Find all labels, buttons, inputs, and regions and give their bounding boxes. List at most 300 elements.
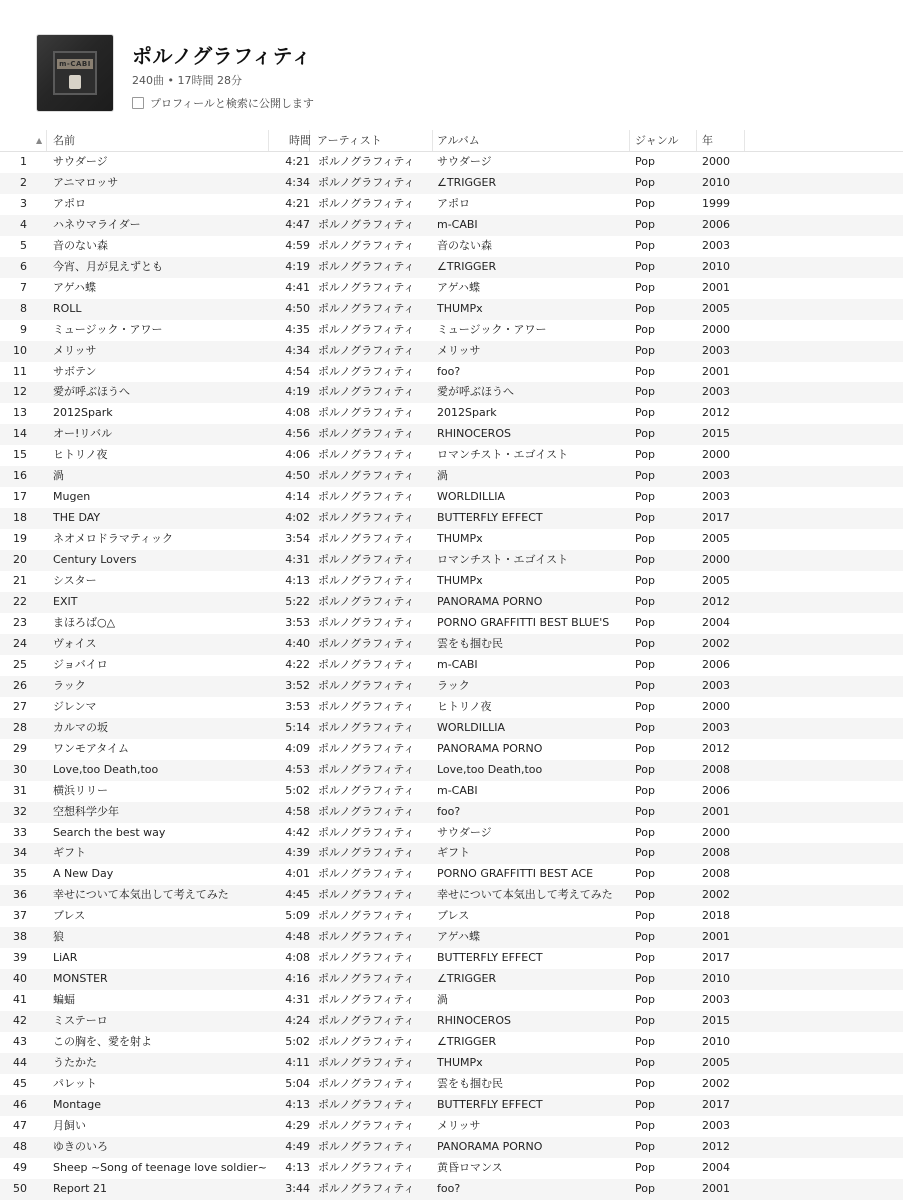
track-row[interactable]	[0, 655, 903, 676]
track-row[interactable]	[0, 320, 903, 341]
track-album: RHINOCEROS	[437, 427, 511, 441]
column-header-number[interactable]	[0, 130, 47, 151]
track-row[interactable]	[0, 969, 903, 990]
track-artist: ポルノグラフィティ	[318, 1076, 415, 1090]
track-album: 雲をも掴む民	[437, 636, 503, 650]
track-year: 2003	[702, 678, 730, 692]
track-time: 3:54	[285, 532, 310, 546]
track-artist: ポルノグラフィティ	[318, 1035, 415, 1049]
track-album: THUMPx	[437, 301, 483, 315]
track-year: 2003	[702, 993, 730, 1007]
track-name: アゲハ蝶	[53, 280, 97, 294]
track-genre: Pop	[635, 930, 655, 944]
column-header-time[interactable]: 時間	[269, 130, 310, 151]
track-album: アポロ	[437, 196, 470, 210]
track-row[interactable]	[0, 781, 903, 802]
track-name: この胸を、愛を射よ	[53, 1035, 152, 1049]
track-number: 16	[13, 469, 27, 483]
track-number: 29	[13, 741, 27, 755]
playlist-title: ポルノグラフィティ	[132, 44, 312, 68]
track-name: ギフト	[53, 846, 86, 860]
track-row[interactable]	[0, 466, 903, 487]
track-row[interactable]	[0, 382, 903, 403]
track-number: 34	[13, 846, 27, 860]
track-row[interactable]	[0, 278, 903, 299]
track-row[interactable]	[0, 823, 903, 844]
track-time: 3:44	[285, 1181, 310, 1195]
track-genre: Pop	[635, 196, 655, 210]
track-genre: Pop	[635, 1055, 655, 1069]
track-row[interactable]	[0, 173, 903, 194]
track-number: 47	[13, 1118, 27, 1132]
track-album: アゲハ蝶	[437, 930, 481, 944]
track-artist: ポルノグラフィティ	[318, 636, 415, 650]
track-name: ミュージック・アワー	[53, 322, 163, 336]
track-album: ∠TRIGGER	[437, 259, 497, 273]
track-album: サウダージ	[437, 155, 492, 168]
track-artist: ポルノグラフィティ	[318, 574, 415, 588]
track-genre: Pop	[635, 1035, 655, 1049]
track-artist: ポルノグラフィティ	[318, 888, 415, 902]
track-row[interactable]	[0, 592, 903, 613]
public-label: プロフィールと検索に公開します	[150, 96, 314, 110]
track-row[interactable]	[0, 843, 903, 864]
track-name: 幸せについて本気出して考えてみた	[53, 888, 229, 902]
track-genre: Pop	[635, 972, 655, 986]
track-time: 3:53	[285, 615, 310, 629]
track-album: WORLDILLIA	[437, 720, 506, 734]
track-artist: ポルノグラフィティ	[318, 678, 415, 692]
track-genre: Pop	[635, 364, 655, 378]
track-artist: ポルノグラフィティ	[318, 762, 415, 776]
track-number: 26	[13, 678, 27, 692]
artwork-label: m-CABI	[57, 59, 93, 69]
track-time: 4:45	[285, 888, 310, 902]
track-album: サウダージ	[437, 825, 492, 839]
track-time: 4:50	[285, 469, 310, 483]
track-year: 2006	[702, 217, 730, 231]
track-album: ロマンチスト・エゴイスト	[437, 448, 569, 462]
track-album: Love,too Death,too	[437, 762, 543, 776]
track-name: Love,too Death,too	[53, 762, 159, 776]
track-row[interactable]	[0, 885, 903, 906]
track-name: 月飼い	[53, 1118, 86, 1132]
track-row[interactable]	[0, 194, 903, 215]
track-name: うたかた	[53, 1055, 97, 1069]
track-artist: ポルノグラフィティ	[318, 343, 415, 357]
track-genre: Pop	[635, 636, 655, 650]
track-row[interactable]	[0, 927, 903, 948]
track-album: ∠TRIGGER	[437, 972, 497, 986]
track-time: 4:50	[285, 301, 310, 315]
track-genre: Pop	[635, 699, 655, 713]
track-year: 1999	[702, 196, 730, 210]
track-album: PORNO GRAFFITTI BEST ACE	[437, 867, 594, 881]
track-number: 48	[13, 1139, 27, 1153]
track-year: 2003	[702, 343, 730, 357]
track-time: 4:01	[285, 867, 310, 881]
track-number: 22	[13, 595, 27, 609]
track-year: 2003	[702, 490, 730, 504]
track-album: RHINOCEROS	[437, 1014, 511, 1028]
track-genre: Pop	[635, 301, 655, 315]
track-time: 4:16	[285, 972, 310, 986]
track-number: 35	[13, 867, 27, 881]
track-name: 音のない森	[53, 238, 108, 252]
track-album: ミュージック・アワー	[437, 322, 547, 336]
track-time: 4:54	[285, 364, 310, 378]
track-number: 1	[20, 155, 27, 168]
track-genre: Pop	[635, 511, 655, 525]
track-number: 36	[13, 888, 27, 902]
track-artist: ポルノグラフィティ	[318, 155, 415, 168]
track-genre: Pop	[635, 385, 655, 399]
track-row[interactable]	[0, 257, 903, 278]
track-year: 2006	[702, 657, 730, 671]
track-time: 4:22	[285, 657, 310, 671]
track-row[interactable]	[0, 864, 903, 885]
track-artist: ポルノグラフィティ	[318, 469, 415, 483]
track-genre: Pop	[635, 175, 655, 189]
track-row[interactable]	[0, 676, 903, 697]
track-number: 14	[13, 427, 27, 441]
track-artist: ポルノグラフィティ	[318, 511, 415, 525]
track-genre: Pop	[635, 825, 655, 839]
track-year: 2000	[702, 448, 730, 462]
track-genre: Pop	[635, 217, 655, 231]
track-genre: Pop	[635, 490, 655, 504]
track-row[interactable]	[0, 403, 903, 424]
track-genre: Pop	[635, 427, 655, 441]
track-year: 2003	[702, 469, 730, 483]
track-name: 蝙蝠	[53, 993, 75, 1007]
track-time: 4:21	[285, 155, 310, 168]
track-genre: Pop	[635, 322, 655, 336]
track-name: Search the best way	[53, 825, 166, 839]
track-time: 4:58	[285, 804, 310, 818]
track-album: 黄昏ロマンス	[437, 1160, 503, 1174]
track-artist: ポルノグラフィティ	[318, 615, 415, 629]
column-header-genre[interactable]: ジャンル	[630, 130, 697, 151]
track-time: 4:29	[285, 1118, 310, 1132]
track-artist: ポルノグラフィティ	[318, 1139, 415, 1153]
track-row[interactable]	[0, 341, 903, 362]
track-genre: Pop	[635, 615, 655, 629]
track-row[interactable]	[0, 1095, 903, 1116]
track-album: アゲハ蝶	[437, 280, 481, 294]
track-row[interactable]	[0, 1179, 903, 1200]
track-row[interactable]	[0, 697, 903, 718]
track-album: m-CABI	[437, 217, 478, 231]
track-row[interactable]	[0, 299, 903, 320]
track-number: 38	[13, 930, 27, 944]
column-header-name[interactable]: 名前	[46, 130, 269, 151]
track-year: 2010	[702, 1035, 730, 1049]
track-name: EXIT	[53, 595, 78, 609]
track-genre: Pop	[635, 951, 655, 965]
track-year: 2012	[702, 1139, 730, 1153]
track-album: THUMPx	[437, 574, 483, 588]
track-year: 2003	[702, 385, 730, 399]
track-artist: ポルノグラフィティ	[318, 993, 415, 1007]
track-album: ロマンチスト・エゴイスト	[437, 553, 569, 567]
track-genre: Pop	[635, 657, 655, 671]
playlist-artwork[interactable]	[37, 35, 113, 111]
track-time: 4:06	[285, 448, 310, 462]
track-year: 2012	[702, 595, 730, 609]
track-genre: Pop	[635, 574, 655, 588]
track-name: Montage	[53, 1097, 101, 1111]
track-year: 2000	[702, 699, 730, 713]
track-row[interactable]	[0, 739, 903, 760]
track-year: 2015	[702, 427, 730, 441]
track-genre: Pop	[635, 1139, 655, 1153]
track-year: 2002	[702, 888, 730, 902]
track-artist: ポルノグラフィティ	[318, 720, 415, 734]
track-genre: Pop	[635, 1076, 655, 1090]
track-row[interactable]	[0, 445, 903, 466]
track-number: 21	[13, 574, 27, 588]
track-row[interactable]	[0, 990, 903, 1011]
playlist-header	[0, 0, 903, 130]
track-name: まほろば○△	[53, 615, 116, 629]
track-artist: ポルノグラフィティ	[318, 448, 415, 462]
track-row[interactable]	[0, 634, 903, 655]
track-album: ラック	[437, 678, 470, 692]
track-name: ワンモアタイム	[53, 741, 130, 755]
sort-ascending-icon[interactable]: ▲	[36, 136, 43, 145]
track-year: 2010	[702, 259, 730, 273]
track-year: 2003	[702, 1118, 730, 1132]
track-time: 4:14	[285, 490, 310, 504]
track-number: 9	[20, 322, 27, 336]
track-genre: Pop	[635, 909, 655, 923]
track-year: 2001	[702, 930, 730, 944]
track-artist: ポルノグラフィティ	[318, 595, 415, 609]
track-year: 2002	[702, 1076, 730, 1090]
track-artist: ポルノグラフィティ	[318, 972, 415, 986]
track-name: 今宵、月が見えずとも	[53, 259, 163, 273]
track-album: 音のない森	[437, 238, 492, 252]
track-artist: ポルノグラフィティ	[318, 175, 415, 189]
track-time: 4:59	[285, 238, 310, 252]
track-number: 27	[13, 699, 27, 713]
track-name: 2012Spark	[53, 406, 113, 420]
track-album: 渦	[437, 469, 448, 483]
track-genre: Pop	[635, 762, 655, 776]
track-artist: ポルノグラフィティ	[318, 699, 415, 713]
track-album: ∠TRIGGER	[437, 1035, 497, 1049]
track-year: 2012	[702, 741, 730, 755]
track-name: ラック	[53, 678, 86, 692]
track-time: 4:19	[285, 385, 310, 399]
track-row[interactable]	[0, 1074, 903, 1095]
track-name: 狼	[53, 930, 64, 944]
track-year: 2001	[702, 364, 730, 378]
track-time: 5:09	[285, 909, 310, 923]
track-row[interactable]	[0, 1053, 903, 1074]
track-number: 30	[13, 762, 27, 776]
track-year: 2017	[702, 1097, 730, 1111]
track-name: Report 21	[53, 1181, 107, 1195]
track-genre: Pop	[635, 1181, 655, 1195]
track-number: 40	[13, 972, 27, 986]
track-album: THUMPx	[437, 532, 483, 546]
track-name: 渦	[53, 469, 64, 483]
track-row[interactable]	[0, 487, 903, 508]
track-time: 4:42	[285, 825, 310, 839]
track-artist: ポルノグラフィティ	[318, 385, 415, 399]
track-year: 2015	[702, 1014, 730, 1028]
track-number: 4	[20, 217, 27, 231]
track-album: 2012Spark	[437, 406, 497, 420]
track-name: サボテン	[53, 364, 97, 378]
track-artist: ポルノグラフィティ	[318, 909, 415, 923]
track-artist: ポルノグラフィティ	[318, 867, 415, 881]
track-name: ハネウマライダー	[53, 217, 141, 231]
track-year: 2017	[702, 511, 730, 525]
track-time: 5:02	[285, 1035, 310, 1049]
track-album: PANORAMA PORNO	[437, 741, 543, 755]
track-genre: Pop	[635, 238, 655, 252]
track-row[interactable]	[0, 152, 903, 173]
track-number: 11	[13, 364, 27, 378]
track-genre: Pop	[635, 1014, 655, 1028]
track-time: 4:11	[285, 1055, 310, 1069]
track-year: 2001	[702, 280, 730, 294]
track-name: 横浜リリー	[53, 783, 108, 797]
track-album: 渦	[437, 993, 448, 1007]
track-row[interactable]	[0, 1158, 903, 1179]
track-artist: ポルノグラフィティ	[318, 1014, 415, 1028]
track-number: 42	[13, 1014, 27, 1028]
track-time: 5:02	[285, 783, 310, 797]
track-number: 19	[13, 532, 27, 546]
track-name: シスター	[53, 574, 97, 588]
track-time: 4:09	[285, 741, 310, 755]
track-time: 4:21	[285, 196, 310, 210]
track-album: PANORAMA PORNO	[437, 595, 543, 609]
track-row[interactable]	[0, 613, 903, 634]
track-row[interactable]	[0, 1137, 903, 1158]
track-album: m-CABI	[437, 783, 478, 797]
track-row[interactable]	[0, 760, 903, 781]
public-toggle-row[interactable]	[132, 92, 314, 110]
track-artist: ポルノグラフィティ	[318, 301, 415, 315]
track-album: ギフト	[437, 846, 470, 860]
track-row[interactable]	[0, 1116, 903, 1137]
track-row[interactable]	[0, 215, 903, 236]
track-name: ヒトリノ夜	[53, 448, 108, 462]
track-number: 50	[13, 1181, 27, 1195]
track-number: 15	[13, 448, 27, 462]
track-time: 4:49	[285, 1139, 310, 1153]
track-name: THE DAY	[53, 511, 101, 525]
track-row[interactable]	[0, 529, 903, 550]
column-header-album[interactable]: アルバム	[433, 130, 630, 151]
track-number: 10	[13, 343, 27, 357]
track-year: 2004	[702, 615, 730, 629]
track-year: 2001	[702, 804, 730, 818]
track-row[interactable]	[0, 1032, 903, 1053]
track-name: Sheep ~Song of teenage love soldier~	[53, 1160, 267, 1174]
track-row[interactable]	[0, 718, 903, 739]
track-artist: ポルノグラフィティ	[318, 1181, 415, 1195]
track-row[interactable]	[0, 802, 903, 823]
track-genre: Pop	[635, 804, 655, 818]
track-genre: Pop	[635, 343, 655, 357]
track-genre: Pop	[635, 993, 655, 1007]
track-genre: Pop	[635, 155, 655, 168]
track-artist: ポルノグラフィティ	[318, 825, 415, 839]
track-year: 2017	[702, 951, 730, 965]
track-genre: Pop	[635, 1118, 655, 1132]
track-number: 33	[13, 825, 27, 839]
track-year: 2000	[702, 322, 730, 336]
track-year: 2008	[702, 867, 730, 881]
track-year: 2010	[702, 972, 730, 986]
track-number: 7	[20, 280, 27, 294]
track-name: Century Lovers	[53, 553, 137, 567]
public-checkbox[interactable]	[132, 97, 144, 109]
track-year: 2010	[702, 175, 730, 189]
column-header-artist[interactable]: アーティスト	[311, 130, 433, 151]
track-row[interactable]	[0, 571, 903, 592]
track-album: メリッサ	[437, 1118, 481, 1132]
track-number: 24	[13, 636, 27, 650]
track-name: Mugen	[53, 490, 91, 504]
track-time: 5:22	[285, 595, 310, 609]
track-number: 8	[20, 301, 27, 315]
track-album: BUTTERFLY EFFECT	[437, 1097, 543, 1111]
track-artist: ポルノグラフィティ	[318, 1055, 415, 1069]
track-time: 4:08	[285, 951, 310, 965]
track-row[interactable]	[0, 362, 903, 383]
track-genre: Pop	[635, 867, 655, 881]
track-artist: ポルノグラフィティ	[318, 951, 415, 965]
track-genre: Pop	[635, 448, 655, 462]
track-number: 23	[13, 615, 27, 629]
track-row[interactable]	[0, 550, 903, 571]
track-artist: ポルノグラフィティ	[318, 280, 415, 294]
track-year: 2002	[702, 636, 730, 650]
track-year: 2008	[702, 762, 730, 776]
track-time: 4:39	[285, 846, 310, 860]
track-number: 6	[20, 259, 27, 273]
track-artist: ポルノグラフィティ	[318, 657, 415, 671]
track-artist: ポルノグラフィティ	[318, 196, 415, 210]
track-row[interactable]	[0, 424, 903, 445]
track-year: 2000	[702, 553, 730, 567]
track-album: 雲をも掴む民	[437, 1076, 503, 1090]
track-row[interactable]	[0, 508, 903, 529]
artwork-knob	[69, 75, 81, 89]
track-artist: ポルノグラフィティ	[318, 930, 415, 944]
track-year: 2003	[702, 238, 730, 252]
track-row[interactable]	[0, 948, 903, 969]
track-year: 2005	[702, 532, 730, 546]
track-album: m-CABI	[437, 657, 478, 671]
track-row[interactable]	[0, 906, 903, 927]
track-year: 2003	[702, 720, 730, 734]
track-name: 愛が呼ぶほうへ	[53, 385, 130, 399]
track-time: 4:31	[285, 553, 310, 567]
column-header-year[interactable]: 年	[697, 130, 745, 151]
track-number: 37	[13, 909, 27, 923]
track-row[interactable]	[0, 236, 903, 257]
track-row[interactable]	[0, 1011, 903, 1032]
track-table-header	[0, 130, 903, 152]
